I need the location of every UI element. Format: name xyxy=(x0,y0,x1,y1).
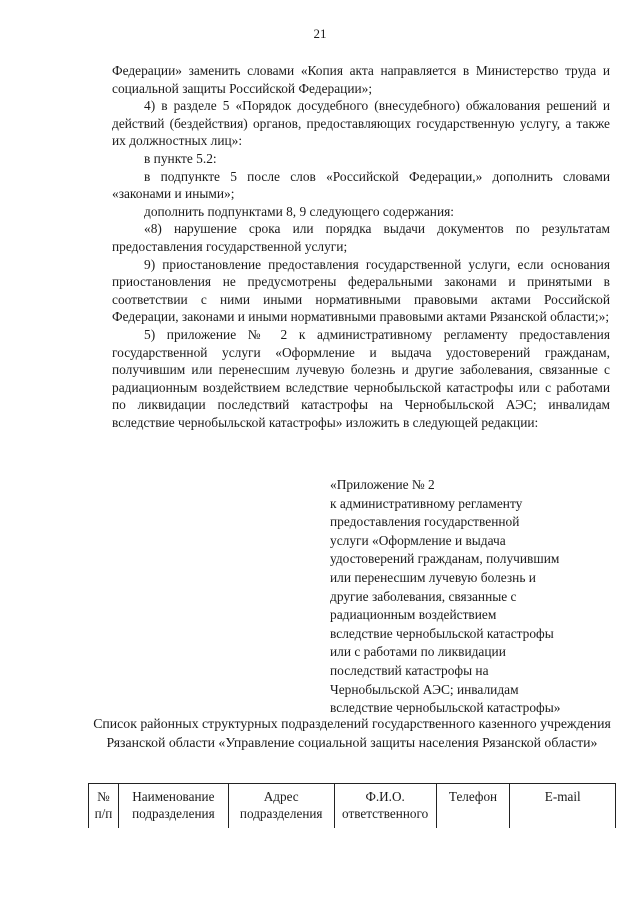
header-cell-line: Наименование xyxy=(132,789,215,804)
table-header-cell xyxy=(228,784,334,829)
table-header-cell xyxy=(334,784,436,829)
appendix-line: вследствие чернобыльской катастрофы xyxy=(330,625,554,641)
paragraph: Федерации» заменить словами «Копия акта направляется в Министерство труда и социальной защиты Российской Федерации»; xyxy=(112,63,610,96)
appendix-line: вследствие чернобыльской катастрофы» xyxy=(330,700,561,716)
appendix-line: к административному регламенту xyxy=(330,495,523,511)
appendix-line: удостоверений гражданам, получившим xyxy=(330,551,560,567)
appendix-line: услуги «Оформление и выдача xyxy=(330,532,506,548)
appendix-line: радиационным воздействием xyxy=(330,607,497,623)
paragraph: «8) нарушение срока или порядка выдачи документов по результатам предоставления государственной услуги; xyxy=(112,221,610,254)
header-cell-line: Адрес xyxy=(263,789,299,804)
departments-table xyxy=(88,783,616,828)
paragraph: 5) приложение № 2 к административному регламенту предоставления государственной услуги «Оформление и выдача удостоверений гражданам, получившим или перенесшим лучевую болезнь и другие заболевания, связанные с радиационным воздействием вследствие чернобыльской катастрофы или с работами по ликвидации последствий катастрофы на Чернобыльской АЭС; инвалидам вследствие чернобыльской катастрофы» изложить в следующей редакции: xyxy=(112,326,610,430)
table-header-cell xyxy=(118,784,228,829)
appendix-line: другие заболевания, связанные с xyxy=(330,588,517,604)
table-header-cell xyxy=(436,784,510,829)
header-cell-line: Ф.И.О. xyxy=(365,789,405,804)
appendix-header xyxy=(330,476,615,718)
table-header-row xyxy=(89,784,616,829)
appendix-line: или перенесшим лучевую болезнь и xyxy=(330,569,536,585)
paragraph: 9) приостановление предоставления государственной услуги, если основания приостановления не предусмотрены федеральными законами и принятыми в соответствии с ними иными нормативными правовыми актами Российской Федерации, законами и иными нормативными правовыми актами Рязанской области;»; xyxy=(112,256,610,325)
header-cell-line: подразделения xyxy=(132,806,215,821)
paragraph: в пункте 5.2: xyxy=(144,150,217,166)
header-cell-line: Телефон xyxy=(448,789,498,804)
appendix-line: предоставления государственной xyxy=(330,514,520,530)
header-cell-line: ответственного xyxy=(342,806,429,821)
paragraph: дополнить подпунктами 8, 9 следующего содержания: xyxy=(144,203,455,219)
table-header-cell xyxy=(89,784,119,829)
paragraph: 4) в разделе 5 «Порядок досудебного (внесудебного) обжалования решений и действий (бездействия) органов, предоставляющих государственную услугу, а также их должностных лиц»: xyxy=(112,98,610,149)
header-cell-line: E-mail xyxy=(544,789,581,804)
appendix-line: последствий катастрофы на xyxy=(330,662,489,678)
page-number: 21 xyxy=(313,26,327,41)
appendix-line: Чернобыльской АЭС; инвалидам xyxy=(330,681,519,697)
list-title: Список районных структурных подразделений государственного казенного учреждения Рязанской области «Управление социальной защиты населения Рязанской области» xyxy=(93,716,611,750)
header-cell-line: подразделения xyxy=(239,806,323,821)
appendix-line: или с работами по ликвидации xyxy=(330,644,506,660)
document-body xyxy=(112,62,610,431)
header-cell-line: № xyxy=(97,789,110,804)
table-header-cell xyxy=(510,784,616,829)
header-cell-line: п/п xyxy=(94,806,113,821)
paragraph: в подпункте 5 после слов «Российской Федерации,» дополнить словами «законами и иными»; xyxy=(112,168,610,202)
appendix-line: «Приложение № 2 xyxy=(330,477,435,492)
